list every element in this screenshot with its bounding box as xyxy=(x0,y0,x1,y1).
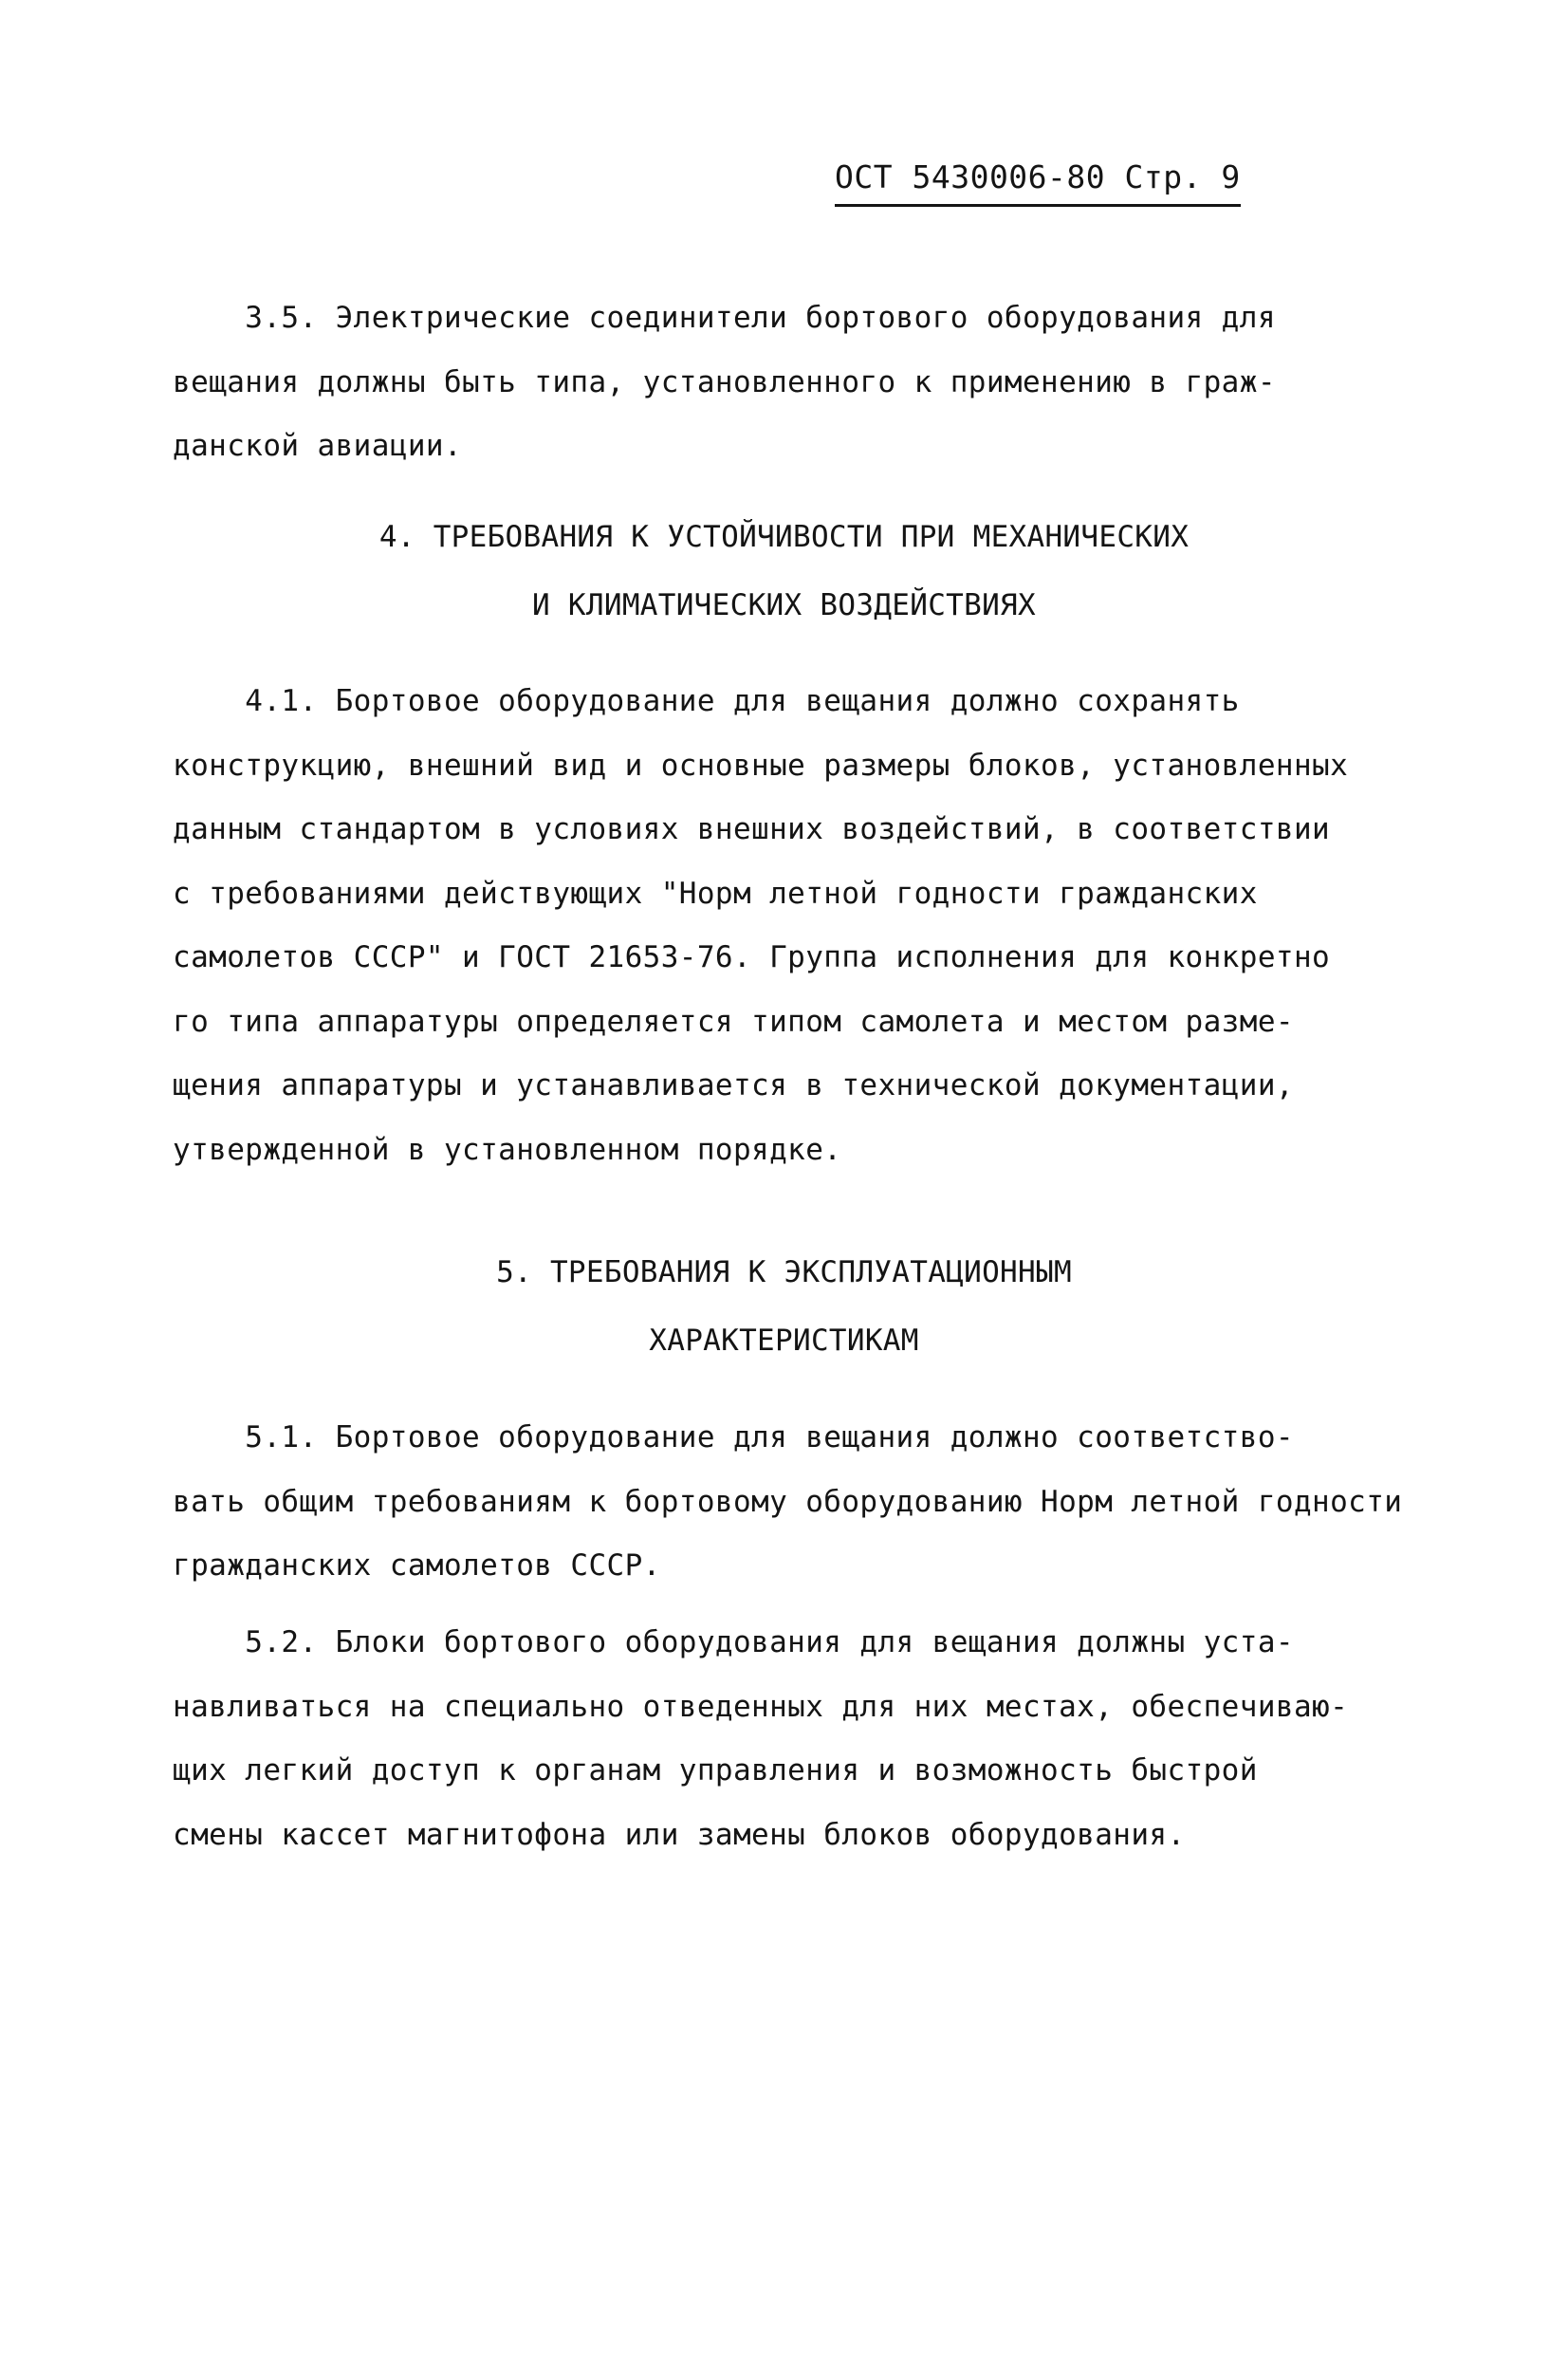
paragraph-line: щения аппаратуры и устанавливается в технической документации, xyxy=(173,1068,1294,1102)
section-4-heading xyxy=(0,503,1568,639)
paragraph-line: навливаться на специально отведенных для них местах, обеспечиваю- xyxy=(173,1689,1349,1724)
paragraph-line: самолетов СССР" и ГОСТ 21653-76. Группа исполнения для конкретно xyxy=(173,940,1331,974)
paragraph-line: щих легкий доступ к органам управления и возможность быстрой xyxy=(173,1753,1258,1788)
paragraph-line: 4.1. Бортовое оборудование для вещания должно сохранять xyxy=(173,684,1240,718)
heading-line: И КЛИМАТИЧЕСКИХ ВОЗДЕЙСТВИЯХ xyxy=(532,588,1036,622)
paragraph-line: гражданских самолетов СССР. xyxy=(173,1548,661,1583)
paragraph-line: вещания должны быть типа, установленного к применению в граж- xyxy=(173,364,1276,399)
heading-line: 5. ТРЕБОВАНИЯ К ЭКСПЛУАТАЦИОННЫМ xyxy=(496,1255,1072,1289)
heading-line: 4. ТРЕБОВАНИЯ К УСТОЙЧИВОСТИ ПРИ МЕХАНИЧЕСКИХ xyxy=(378,520,1190,554)
paragraph-5-1 xyxy=(173,1406,1402,1599)
paragraph-line: данской авиации. xyxy=(173,429,463,463)
paragraph-line: смены кассет магнитофона или замены блоков оборудования. xyxy=(173,1817,1186,1852)
paragraph-line: утвержденной в установленном порядке. xyxy=(173,1132,842,1167)
paragraph-line: вать общим требованиям к бортовому оборудованию Норм летной годности xyxy=(173,1484,1403,1519)
paragraph-4-1 xyxy=(173,670,1348,1182)
heading-line: ХАРАКТЕРИСТИКАМ xyxy=(649,1324,919,1358)
paragraph-line: 5.1. Бортовое оборудование для вещания должно соответство- xyxy=(173,1420,1294,1454)
paragraph-line: конструкцию, внешний вид и основные размеры блоков, установленных xyxy=(173,748,1349,783)
paragraph-line: с требованиями действующих "Норм летной годности гражданских xyxy=(173,876,1258,911)
paragraph-5-2 xyxy=(173,1611,1348,1867)
page-header-doc-ref: ОСТ 5430006-80 Стр. 9 xyxy=(835,157,1241,207)
paragraph-line: го типа аппаратуры определяется типом самолета и местом разме- xyxy=(173,1004,1294,1039)
paragraph-line: 3.5. Электрические соединители бортового оборудования для xyxy=(173,301,1276,335)
paragraph-line: 5.2. Блоки бортового оборудования для вещания должны уста- xyxy=(173,1625,1294,1659)
paragraph-line: данным стандартом в условиях внешних воздействий, в соответствии xyxy=(173,812,1331,846)
paragraph-3-5 xyxy=(173,287,1276,479)
section-5-heading xyxy=(0,1238,1568,1375)
